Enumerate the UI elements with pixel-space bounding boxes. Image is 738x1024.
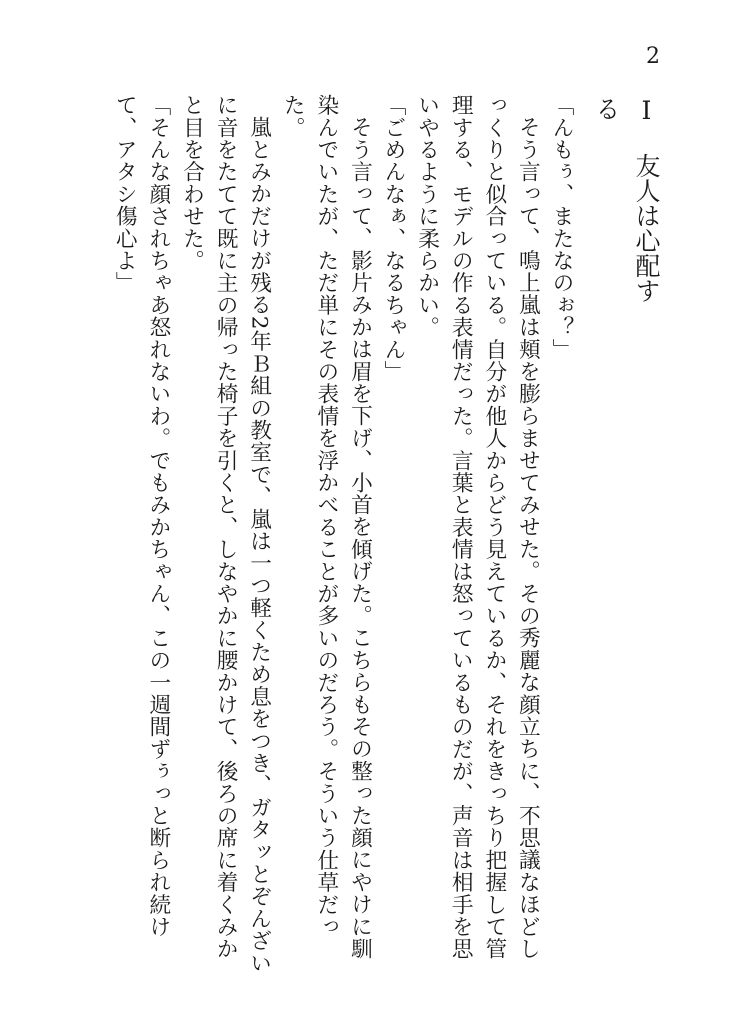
- paragraph: そう言って、影片みかは眉を下げ、小首を傾げた。こちらもその整った顔にやけに馴染んでいたが、ただ単にその表情を浮かべることが多いのだろう。そういう仕草だった。: [280, 94, 373, 960]
- paragraph: 「そんな顔されちゃあ怒れないわ。でもみかちゃん、この一週間ずぅっと断られ続けて、アタシ傷心よ」: [112, 94, 171, 938]
- paragraph: そう言って、鳴上嵐は頬を膨らませてみせた。その秀麗な顔立ちに、不思議なほどしっくりと似合っている。自分が他人からどう見えているか、それをきっちり把握して管理する、モデルの作る表情だった。言葉と表情は怒っているものだが、声音は相手を思いやるように柔らかい。: [414, 94, 541, 960]
- page-number: 2: [646, 44, 660, 69]
- paragraph: 嵐とみかだけが残る2年Ｂ組の教室で、嵐は一つ軽くため息をつき、ガタッとぞんざいに音をたてて既に主の帰った椅子を引くと、しなやかに腰かけて、後ろの席に着くみかと目を合わせた。: [179, 94, 272, 974]
- body-text: [112, 94, 578, 974]
- paragraph: 「ごめんなぁ、なるちゃん」: [381, 94, 407, 383]
- paragraph: 「んもぅ、またなのぉ？」: [549, 94, 574, 361]
- chapter-number: I: [632, 96, 661, 125]
- chapter-title: 友人は心配する: [592, 96, 661, 303]
- chapter-heading: [592, 96, 666, 326]
